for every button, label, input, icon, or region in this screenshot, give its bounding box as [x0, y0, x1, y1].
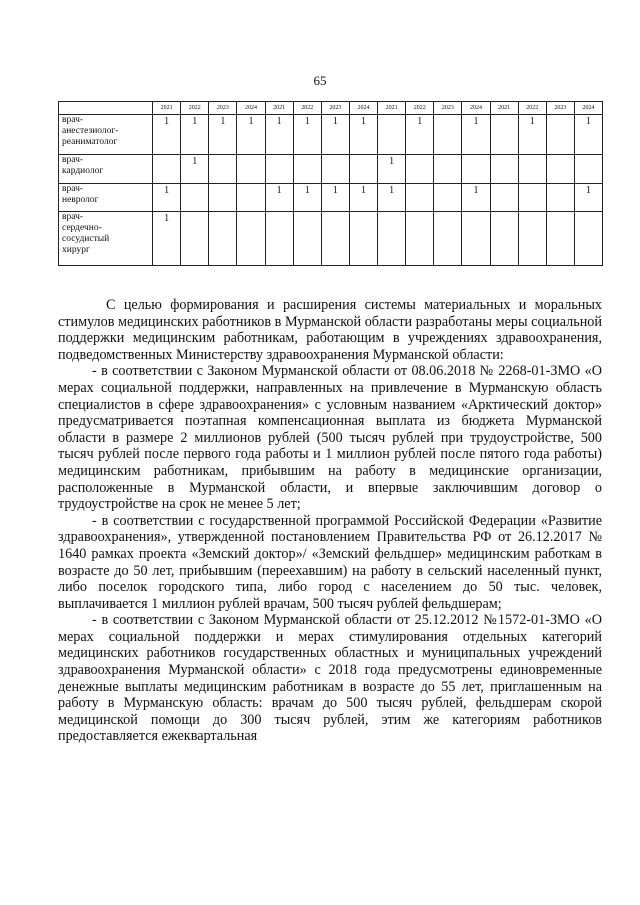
year-header-cell: 2024: [462, 102, 490, 115]
value-cell: [406, 212, 434, 266]
specialists-table: [58, 101, 603, 266]
value-cell: 1: [265, 115, 293, 155]
value-cell: [518, 155, 546, 184]
value-cell: 1: [321, 184, 349, 212]
specialty-name-line: хирург: [62, 245, 90, 255]
table-row: [59, 212, 603, 266]
list-item-law-1572: - в соответствии с Законом Мурманской области от 25.12.2012 №1572-01-ЗМО «О мерах социальной поддержки и мерах стимулирования отдельных категорий медицинских работников государственных областных и муниципальных учреждений здравоохранения Мурманской области» с 2018 года предусмотрены единовременные денежные выплаты медицинским работникам в возрасте до 55 лет, приглашенным на работу в Мурманскую область: врачам до 500 тысяч рублей, фельдшерам скорой медицинской помощи до 300 тысяч рублей, этим же категориям работников предоставляется ежеквартальная: [58, 612, 602, 745]
year-header-cell: 2022: [518, 102, 546, 115]
value-cell: 1: [378, 184, 406, 212]
page-number: 65: [313, 73, 327, 88]
value-cell: 1: [321, 115, 349, 155]
specialty-name-line: врач-: [62, 184, 84, 194]
value-cell: 1: [181, 115, 209, 155]
list-item-zemsky-doctor: - в соответствии с государственной программой Российской Федерации «Развитие здравоохранения», утвержденной постановлением Правительства РФ от 26.12.2017 № 1640 рамках проекта «Земский доктор»/ «Земский фельдшер» медицинским работкам в возрасте до 50 лет, прибывшим (переехавшим) на работу в сельский населенный пункт, либо поселок городского типа, либо город с населением до 50 тыс. человек, выплачивается 1 миллион рублей врачам, 500 тысяч рублей фельдшерам;: [58, 512, 602, 612]
value-cell: 1: [349, 115, 377, 155]
value-cell: 1: [153, 184, 181, 212]
value-cell: [546, 212, 574, 266]
value-cell: 1: [181, 155, 209, 184]
value-cell: 1: [293, 184, 321, 212]
year-header-cell: 2021: [378, 102, 406, 115]
value-cell: [574, 155, 602, 184]
value-cell: 1: [462, 115, 490, 155]
value-cell: 1: [518, 115, 546, 155]
year-header-cell: 2022: [293, 102, 321, 115]
specialty-name-cell: [59, 155, 153, 184]
value-cell: [349, 155, 377, 184]
value-cell: [546, 155, 574, 184]
value-cell: 1: [265, 184, 293, 212]
value-cell: [237, 184, 265, 212]
value-cell: [406, 155, 434, 184]
value-cell: 1: [462, 184, 490, 212]
year-header-cell: 2021: [265, 102, 293, 115]
value-cell: [462, 212, 490, 266]
value-cell: [181, 184, 209, 212]
year-header-cell: 2023: [546, 102, 574, 115]
specialty-name-line: реаниматолог: [62, 137, 118, 147]
specialty-name-line: врач-: [62, 155, 84, 165]
table-row: [59, 115, 603, 155]
value-cell: [378, 212, 406, 266]
list-item-arctic-doctor: - в соответствии с Законом Мурманской области от 08.06.2018 № 2268-01-ЗМО «О мерах социальной поддержки, направленных на привлечение в Мурманскую область специалистов в сфере здравоохранения» с условным названием «Арктический доктор» предусматривается поэтапная компенсационная выплата из бюджета Мурманской области в размере 2 миллионов рублей (500 тысяч рублей при трудоустройстве, 500 тысяч рублей после первого года работы и 1 миллион рублей после пятого года работы) медицинским работникам, прибывшим на работу в медицинские организации, расположенные в Мурманской области, и впервые заключившим договор о трудоустройстве на срок не менее 5 лет;: [58, 363, 602, 513]
value-cell: [518, 212, 546, 266]
value-cell: [293, 212, 321, 266]
table-header-row: [59, 102, 603, 115]
value-cell: [209, 212, 237, 266]
value-cell: [378, 115, 406, 155]
year-header-cell: 2021: [490, 102, 518, 115]
value-cell: 1: [349, 184, 377, 212]
value-cell: [265, 212, 293, 266]
value-cell: [546, 115, 574, 155]
value-cell: [321, 155, 349, 184]
value-cell: [434, 115, 462, 155]
value-cell: [349, 212, 377, 266]
specialty-name-line: анестезиолог-: [62, 126, 119, 136]
year-header-cell: 2023: [321, 102, 349, 115]
value-cell: [237, 155, 265, 184]
value-cell: 1: [209, 115, 237, 155]
value-cell: [293, 155, 321, 184]
value-cell: 1: [153, 212, 181, 266]
year-header-cell: 2023: [209, 102, 237, 115]
specialty-name-line: сердечно-: [62, 223, 102, 233]
intro-paragraph: С целью формирования и расширения системы материальных и моральных стимулов медицинских работников в Мурманской области разработаны меры социальной поддержки медицинским работникам, работающим в учреждениях здравоохранения, подведомственных Министерству здравоохранения Мурманской области:: [58, 297, 602, 363]
value-cell: 1: [574, 115, 602, 155]
value-cell: [237, 212, 265, 266]
specialty-name-line: врач-: [62, 212, 84, 222]
value-cell: [518, 184, 546, 212]
body-text: [58, 297, 602, 745]
year-header-cell: 2023: [434, 102, 462, 115]
value-cell: [209, 155, 237, 184]
value-cell: [265, 155, 293, 184]
specialty-name-cell: [59, 115, 153, 155]
specialty-name-cell: [59, 212, 153, 266]
table-row: [59, 184, 603, 212]
year-header-cell: 2024: [574, 102, 602, 115]
header-blank-cell: [59, 102, 153, 115]
value-cell: 1: [574, 184, 602, 212]
value-cell: [462, 155, 490, 184]
value-cell: 1: [406, 115, 434, 155]
year-header-cell: 2022: [406, 102, 434, 115]
value-cell: [209, 184, 237, 212]
value-cell: 1: [378, 155, 406, 184]
value-cell: 1: [237, 115, 265, 155]
value-cell: [434, 184, 462, 212]
value-cell: [490, 212, 518, 266]
value-cell: [434, 155, 462, 184]
value-cell: [321, 212, 349, 266]
year-header-cell: 2024: [237, 102, 265, 115]
value-cell: [574, 212, 602, 266]
specialty-name-line: кардиолог: [62, 166, 104, 176]
specialty-name-line: невролог: [62, 195, 99, 205]
year-header-cell: 2022: [181, 102, 209, 115]
value-cell: [490, 184, 518, 212]
value-cell: [434, 212, 462, 266]
specialty-name-line: сосудистый: [62, 234, 110, 244]
year-header-cell: 2024: [349, 102, 377, 115]
value-cell: [490, 155, 518, 184]
value-cell: [153, 155, 181, 184]
value-cell: [181, 212, 209, 266]
value-cell: 1: [293, 115, 321, 155]
specialty-name-cell: [59, 184, 153, 212]
year-header-cell: 2021: [153, 102, 181, 115]
specialty-name-line: врач-: [62, 115, 84, 125]
value-cell: [406, 184, 434, 212]
table-row: [59, 155, 603, 184]
value-cell: 1: [153, 115, 181, 155]
value-cell: [490, 115, 518, 155]
value-cell: [546, 184, 574, 212]
